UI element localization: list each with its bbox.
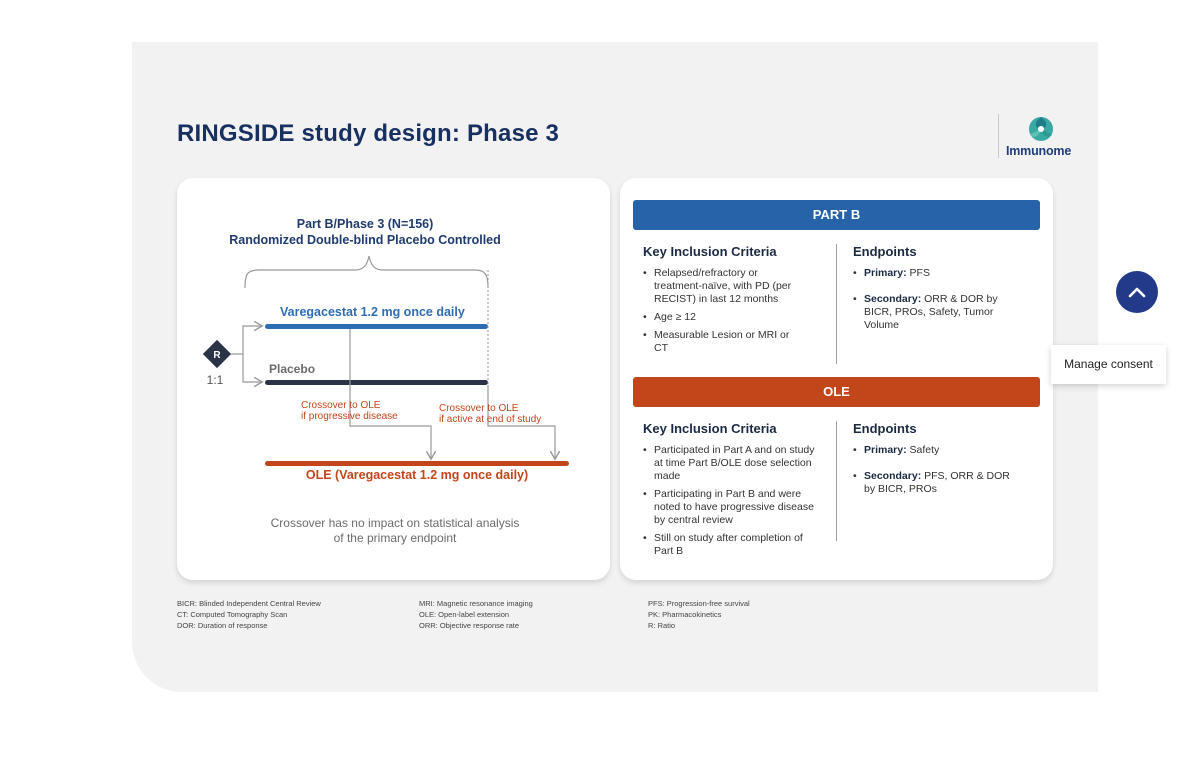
- part-b-endpoints-heading: Endpoints: [853, 244, 917, 259]
- schema-header-line2: Randomized Double-blind Placebo Controlled: [229, 233, 501, 247]
- logo-wordmark: Immunome: [1006, 144, 1072, 158]
- list-item: [853, 267, 1003, 280]
- abbreviation: ORR: Objective response rate: [419, 621, 520, 630]
- logo-divider: [998, 114, 999, 158]
- ole-endpoints-heading: Endpoints: [853, 421, 917, 436]
- arm1-bar: [265, 324, 488, 329]
- part-b-endpoints-list: [853, 267, 1003, 345]
- secondary-value: PFS, ORR & DOR by BICR, PROs: [864, 470, 1010, 495]
- note-line2: of the primary endpoint: [333, 531, 457, 545]
- part-b-banner: PART B: [633, 200, 1040, 230]
- ole-bar: [265, 461, 569, 466]
- abbreviation: R: Ratio: [648, 621, 676, 630]
- population-brace: [245, 256, 488, 288]
- scroll-to-top-button[interactable]: [1116, 271, 1158, 313]
- list-item: • Participated in Part A and on study at time Part B/OLE dose selection made: [643, 444, 818, 483]
- list-item: • Participating in Part B and were noted to have progressive disease by central review: [643, 488, 818, 527]
- primary-label: Primary:: [864, 267, 907, 279]
- abbreviation: OLE: Open-label extension: [419, 610, 510, 619]
- abbreviation: DOR: Duration of response: [177, 621, 268, 630]
- abbreviations-column-2: [419, 598, 533, 631]
- list-item: • Measurable Lesion or MRI or CT: [643, 329, 803, 355]
- crossover2-line1: Crossover to OLE: [439, 403, 519, 414]
- secondary-label: Secondary:: [864, 470, 922, 482]
- ole-criteria-list: [643, 444, 818, 563]
- chevron-up-icon: [1127, 285, 1147, 299]
- ole-label: OLE (Varegacestat 1.2 mg once daily): [305, 468, 529, 482]
- primary-label: Primary:: [864, 444, 907, 456]
- abbreviation: MRI: Magnetic resonance imaging: [419, 599, 533, 608]
- schema-header-line1: Part B/Phase 3 (N=156): [296, 217, 434, 231]
- abbreviation: PK: Pharmacokinetics: [648, 610, 722, 619]
- page-title: RINGSIDE study design: Phase 3: [177, 120, 560, 147]
- abbreviations-column-1: [177, 598, 321, 631]
- ole-endpoints-list: [853, 444, 1013, 509]
- crossover2-line2: if active at end of study: [439, 414, 542, 425]
- list-item: [853, 293, 1003, 332]
- randomization-letter: R: [213, 350, 221, 361]
- arm2-bar: [265, 380, 488, 385]
- list-item: • Age ≥ 12: [643, 311, 803, 324]
- list-item: • Still on study after completion of Part B: [643, 532, 818, 558]
- abbreviation: BICR: Blinded Independent Central Review: [177, 599, 321, 608]
- arm1-connector: [231, 326, 261, 354]
- primary-value: PFS: [909, 267, 930, 279]
- part-b-criteria-heading: Key Inclusion Criteria: [643, 244, 777, 259]
- part-b-column-divider: [836, 244, 837, 364]
- arm2-connector: [243, 354, 261, 382]
- ole-criteria-heading: Key Inclusion Criteria: [643, 421, 777, 436]
- secondary-value: ORR & DOR by BICR, PROs, Safety, Tumor Volume: [864, 293, 998, 331]
- study-schema-diagram: [177, 178, 610, 580]
- note-line1: Crossover has no impact on statistical analysis: [270, 516, 520, 530]
- ole-banner: OLE: [633, 377, 1040, 407]
- abbreviation: CT: Computed Tomography Scan: [177, 610, 288, 619]
- ole-column-divider: [836, 421, 837, 541]
- secondary-label: Secondary:: [864, 293, 922, 305]
- abbreviations-column-3: [648, 598, 750, 631]
- primary-value: Safety: [909, 444, 940, 456]
- list-item: • Relapsed/refractory or treatment-naïve, with PD (per RECIST) in last 12 months: [643, 267, 803, 306]
- part-b-criteria-list: [643, 267, 803, 360]
- study-schema-card: [177, 178, 610, 580]
- abbreviation: PFS: Progression-free survival: [648, 599, 750, 608]
- criteria-card: [620, 178, 1053, 580]
- slide: [132, 42, 1098, 692]
- arm1-label: Varegacestat 1.2 mg once daily: [280, 305, 465, 319]
- immunome-logo: [998, 114, 1098, 158]
- manage-consent-button[interactable]: Manage consent: [1051, 345, 1166, 384]
- randomization-ratio: 1:1: [206, 373, 224, 387]
- crossover1-line2: if progressive disease: [301, 411, 398, 422]
- crossover1-arrow: [350, 329, 431, 458]
- logo-mark-icon: [1024, 114, 1058, 144]
- crossover1-line1: Crossover to OLE: [301, 400, 381, 411]
- arm2-label: Placebo: [269, 362, 316, 376]
- list-item: [853, 444, 1013, 457]
- list-item: [853, 470, 1013, 496]
